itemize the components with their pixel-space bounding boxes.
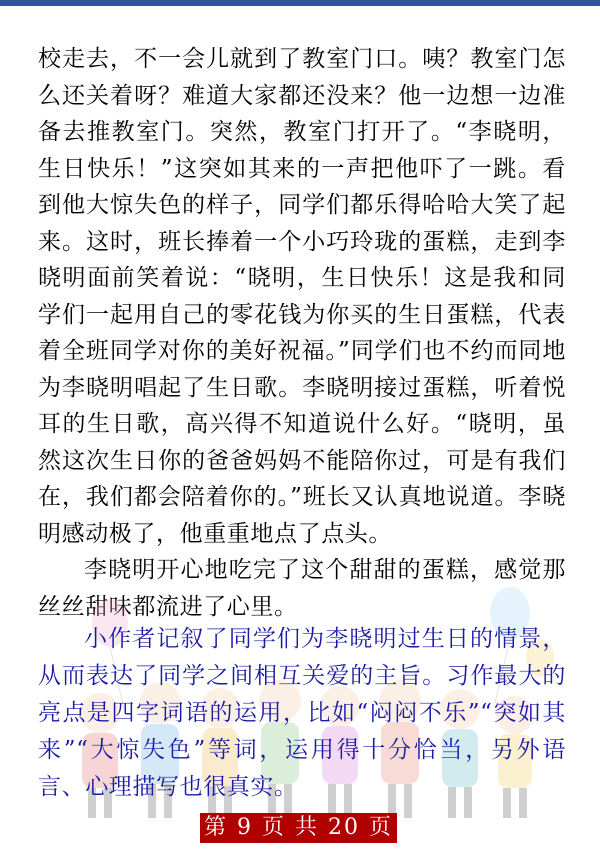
story-paragraph-2: 李晓明开心地吃完了这个甜甜的蛋糕，感觉那丝丝甜味都流进了心里。 — [38, 557, 566, 620]
comment-text: 小作者记叙了同学们为李晓明过生日的情景，从而表达了同学之间相互关爱的主旨。习作最大的亮点是四字词语的运用，比如“闷闷不乐”“突如其来”“大惊失色”等词，运用得十分恰当，另外语言、心理描写也很真实。 — [38, 626, 566, 800]
page-number-badge: 第 9 页 共 20 页 — [200, 813, 397, 843]
story-paragraph-1: 校走去，不一会儿就到了教室门口。咦？教室门怎么还关着呀？难道大家都还没来？他一边想一边准备去推教室门。突然，教室门打开了。“李晓明，生日快乐！”这突如其来的一声把他吓了一跳。看到他大惊失色的样子，同学们都乐得哈哈大笑了起来。这时，班长捧着一个小巧玲珑的蛋糕，走到李晓明面前笑着说：“晓明，生日快乐！这是我和同学们一起用自己的零花钱为你买的生日蛋糕，代表着全班同学对你的美好祝福。”同学们也不约而同地为李晓明唱起了生日歌。李晓明接过蛋糕，听着悦耳的生日歌，高兴得不知道说什么好。“晓明，虽然这次生日你的爸爸妈妈不能陪你过，可是有我们在，我们都会陪着你的。”班长又认真地说道。李晓明感动极了，他重重地点了点头。 — [38, 46, 566, 547]
story-text — [38, 41, 566, 625]
teacher-comment — [38, 621, 566, 806]
top-border — [0, 3, 600, 6]
